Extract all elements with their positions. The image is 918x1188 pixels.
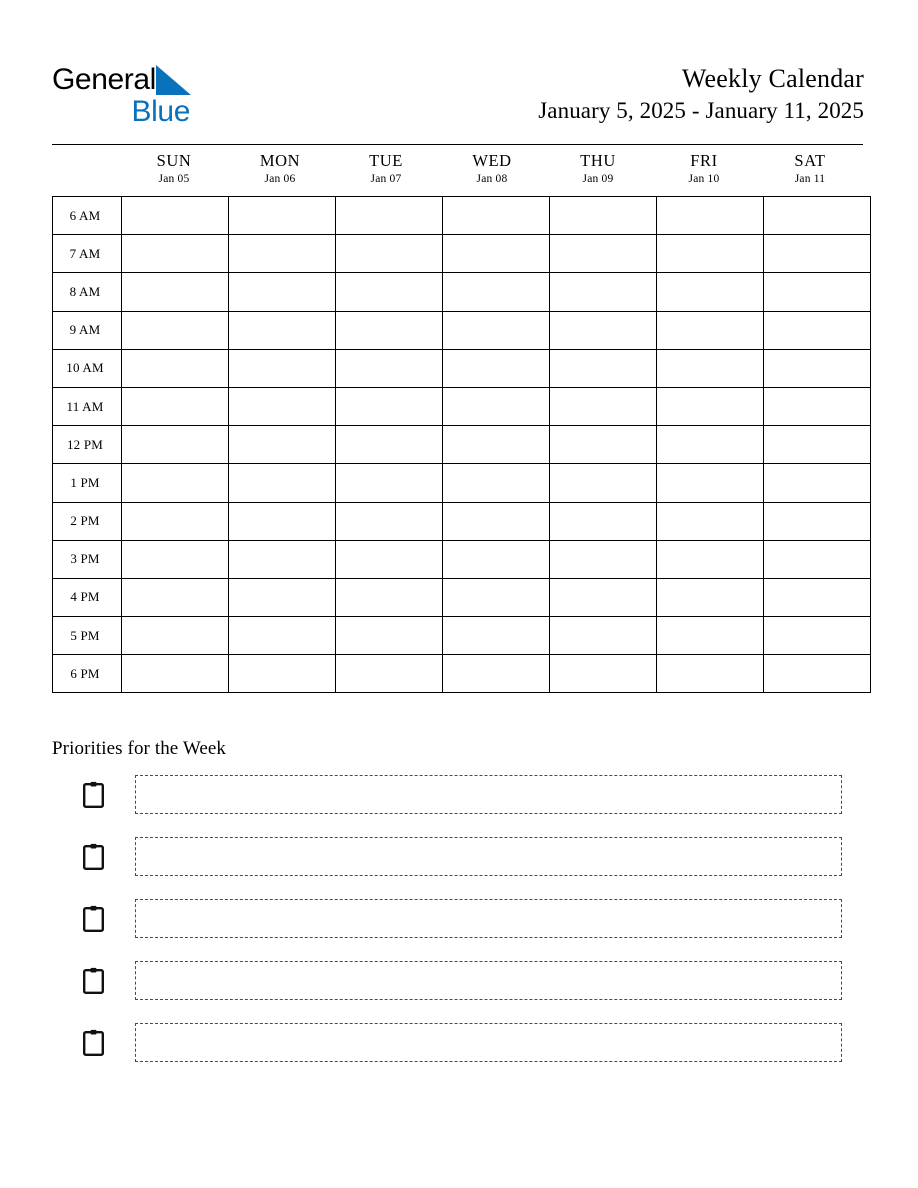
schedule-row bbox=[53, 464, 871, 502]
time-label: 4 PM bbox=[53, 578, 122, 616]
schedule-slot[interactable] bbox=[550, 426, 657, 464]
schedule-slot[interactable] bbox=[122, 235, 229, 273]
schedule-slot[interactable] bbox=[443, 235, 550, 273]
schedule-slot[interactable] bbox=[122, 502, 229, 540]
day-date: Jan 05 bbox=[158, 173, 190, 185]
schedule-slot[interactable] bbox=[229, 617, 336, 655]
logo-word-general: General bbox=[52, 63, 156, 96]
schedule-slot[interactable] bbox=[229, 426, 336, 464]
clipboard-icon bbox=[52, 905, 135, 932]
priority-input[interactable] bbox=[135, 961, 842, 1000]
schedule-slot[interactable] bbox=[550, 197, 657, 235]
schedule-slot[interactable] bbox=[764, 502, 871, 540]
logo-top-row bbox=[52, 64, 192, 98]
schedule-row bbox=[53, 311, 871, 349]
time-label: 7 AM bbox=[53, 235, 122, 273]
priority-input[interactable] bbox=[135, 837, 842, 876]
schedule-slot[interactable] bbox=[550, 540, 657, 578]
clipboard-icon bbox=[52, 1029, 135, 1056]
priority-row bbox=[52, 834, 842, 878]
schedule-slot[interactable] bbox=[122, 540, 229, 578]
schedule-slot[interactable] bbox=[443, 311, 550, 349]
schedule-grid-body bbox=[53, 197, 871, 693]
schedule-slot[interactable] bbox=[550, 387, 657, 425]
schedule-slot[interactable] bbox=[122, 197, 229, 235]
schedule-row bbox=[53, 273, 871, 311]
priority-input[interactable] bbox=[135, 899, 842, 938]
schedule-slot[interactable] bbox=[764, 311, 871, 349]
priority-row bbox=[52, 958, 842, 1002]
schedule-slot[interactable] bbox=[657, 540, 764, 578]
priority-row bbox=[52, 772, 842, 816]
schedule-slot[interactable] bbox=[764, 235, 871, 273]
triangle-icon bbox=[156, 65, 191, 95]
schedule-slot[interactable] bbox=[657, 617, 764, 655]
schedule-slot[interactable] bbox=[336, 349, 443, 387]
day-abbrev: TUE bbox=[369, 151, 403, 170]
schedule-slot[interactable] bbox=[229, 540, 336, 578]
priorities-heading: Priorities for the Week bbox=[52, 738, 227, 759]
day-date: Jan 09 bbox=[582, 173, 614, 185]
priorities-list bbox=[52, 772, 842, 1082]
priority-row bbox=[52, 896, 842, 940]
schedule-row bbox=[53, 349, 871, 387]
page-title: Weekly Calendar bbox=[681, 64, 864, 93]
priority-row bbox=[52, 1020, 842, 1064]
day-header-thu bbox=[545, 146, 651, 196]
schedule-slot[interactable] bbox=[229, 349, 336, 387]
schedule-slot[interactable] bbox=[336, 502, 443, 540]
schedule-slot[interactable] bbox=[764, 273, 871, 311]
day-abbrev: THU bbox=[580, 151, 616, 170]
time-label: 8 AM bbox=[53, 273, 122, 311]
schedule-row bbox=[53, 235, 871, 273]
time-label: 3 PM bbox=[53, 540, 122, 578]
schedule-row bbox=[53, 426, 871, 464]
day-date: Jan 07 bbox=[370, 173, 402, 185]
schedule-slot[interactable] bbox=[550, 311, 657, 349]
schedule-slot[interactable] bbox=[443, 426, 550, 464]
schedule-slot[interactable] bbox=[443, 617, 550, 655]
schedule-row bbox=[53, 540, 871, 578]
schedule-slot[interactable] bbox=[764, 540, 871, 578]
schedule-slot[interactable] bbox=[122, 617, 229, 655]
clipboard-icon bbox=[52, 843, 135, 870]
schedule-slot[interactable] bbox=[336, 578, 443, 616]
time-label: 12 PM bbox=[53, 426, 122, 464]
time-label: 1 PM bbox=[53, 464, 122, 502]
schedule-slot[interactable] bbox=[657, 349, 764, 387]
schedule-slot[interactable] bbox=[657, 311, 764, 349]
schedule-slot[interactable] bbox=[336, 464, 443, 502]
schedule-slot[interactable] bbox=[336, 426, 443, 464]
schedule-slot[interactable] bbox=[764, 655, 871, 693]
schedule-row bbox=[53, 387, 871, 425]
schedule-slot[interactable] bbox=[550, 273, 657, 311]
general-blue-logo bbox=[52, 56, 192, 128]
schedule-slot[interactable] bbox=[764, 426, 871, 464]
schedule-slot[interactable] bbox=[550, 349, 657, 387]
schedule-row bbox=[53, 197, 871, 235]
schedule-slot[interactable] bbox=[550, 655, 657, 693]
clipboard-icon bbox=[52, 781, 135, 808]
day-header-row bbox=[52, 146, 863, 196]
day-abbrev: WED bbox=[472, 151, 512, 170]
schedule-slot[interactable] bbox=[336, 387, 443, 425]
day-header-sat bbox=[757, 146, 863, 196]
time-label: 11 AM bbox=[53, 387, 122, 425]
schedule-slot[interactable] bbox=[657, 655, 764, 693]
schedule-slot[interactable] bbox=[122, 273, 229, 311]
time-label: 6 AM bbox=[53, 197, 122, 235]
schedule-slot[interactable] bbox=[764, 578, 871, 616]
schedule-slot[interactable] bbox=[657, 273, 764, 311]
schedule-slot[interactable] bbox=[443, 655, 550, 693]
schedule-slot[interactable] bbox=[657, 578, 764, 616]
schedule-slot[interactable] bbox=[443, 273, 550, 311]
schedule-slot[interactable] bbox=[764, 197, 871, 235]
schedule-slot[interactable] bbox=[336, 197, 443, 235]
schedule-slot[interactable] bbox=[764, 617, 871, 655]
header-divider bbox=[52, 144, 863, 145]
schedule-slot[interactable] bbox=[550, 502, 657, 540]
time-column-header-spacer bbox=[52, 146, 121, 196]
time-label: 6 PM bbox=[53, 655, 122, 693]
day-abbrev: SUN bbox=[156, 151, 192, 170]
schedule-slot[interactable] bbox=[336, 235, 443, 273]
time-label: 9 AM bbox=[53, 311, 122, 349]
schedule-slot[interactable] bbox=[229, 502, 336, 540]
day-date: Jan 10 bbox=[688, 173, 720, 185]
time-label: 2 PM bbox=[53, 502, 122, 540]
day-date: Jan 11 bbox=[794, 173, 826, 185]
schedule-slot[interactable] bbox=[443, 349, 550, 387]
time-label: 5 PM bbox=[53, 617, 122, 655]
schedule-slot[interactable] bbox=[443, 502, 550, 540]
schedule-slot[interactable] bbox=[122, 349, 229, 387]
day-abbrev: FRI bbox=[690, 151, 718, 170]
schedule-slot[interactable] bbox=[122, 464, 229, 502]
schedule-slot[interactable] bbox=[229, 578, 336, 616]
schedule-slot[interactable] bbox=[229, 655, 336, 693]
schedule-slot[interactable] bbox=[443, 387, 550, 425]
schedule-slot[interactable] bbox=[657, 387, 764, 425]
schedule-slot[interactable] bbox=[122, 426, 229, 464]
schedule-slot[interactable] bbox=[764, 464, 871, 502]
schedule-slot[interactable] bbox=[657, 235, 764, 273]
schedule-slot[interactable] bbox=[550, 235, 657, 273]
schedule-slot[interactable] bbox=[229, 273, 336, 311]
schedule-grid bbox=[52, 196, 871, 693]
priority-input[interactable] bbox=[135, 1023, 842, 1062]
schedule-slot[interactable] bbox=[122, 311, 229, 349]
schedule-slot[interactable] bbox=[122, 387, 229, 425]
schedule-slot[interactable] bbox=[336, 273, 443, 311]
page-header bbox=[52, 56, 864, 132]
day-abbrev: MON bbox=[259, 151, 301, 170]
schedule-slot[interactable] bbox=[764, 349, 871, 387]
title-block bbox=[538, 56, 864, 126]
schedule-slot[interactable] bbox=[443, 464, 550, 502]
day-header-tue bbox=[333, 146, 439, 196]
schedule-slot[interactable] bbox=[657, 426, 764, 464]
schedule-slot[interactable] bbox=[229, 387, 336, 425]
schedule-slot[interactable] bbox=[443, 578, 550, 616]
schedule-slot[interactable] bbox=[443, 540, 550, 578]
schedule-slot[interactable] bbox=[657, 464, 764, 502]
schedule-slot[interactable] bbox=[550, 617, 657, 655]
priority-input[interactable] bbox=[135, 775, 842, 814]
schedule-slot[interactable] bbox=[122, 578, 229, 616]
schedule-slot[interactable] bbox=[229, 311, 336, 349]
day-abbrev: SAT bbox=[794, 151, 826, 170]
schedule-slot[interactable] bbox=[336, 311, 443, 349]
logo-word-blue: Blue bbox=[131, 95, 190, 128]
day-header-wed bbox=[439, 146, 545, 196]
time-label: 10 AM bbox=[53, 349, 122, 387]
day-header-mon bbox=[227, 146, 333, 196]
schedule-row bbox=[53, 578, 871, 616]
schedule-slot[interactable] bbox=[657, 502, 764, 540]
schedule-slot[interactable] bbox=[122, 655, 229, 693]
schedule-slot[interactable] bbox=[764, 387, 871, 425]
day-date: Jan 06 bbox=[264, 173, 296, 185]
schedule-row bbox=[53, 655, 871, 693]
schedule-slot[interactable] bbox=[229, 235, 336, 273]
schedule-slot[interactable] bbox=[550, 578, 657, 616]
schedule-slot[interactable] bbox=[336, 655, 443, 693]
day-date: Jan 08 bbox=[476, 173, 508, 185]
schedule-slot[interactable] bbox=[336, 540, 443, 578]
schedule-slot[interactable] bbox=[336, 617, 443, 655]
day-header-fri bbox=[651, 146, 757, 196]
date-range: January 5, 2025 - January 11, 2025 bbox=[538, 98, 864, 123]
schedule-slot[interactable] bbox=[550, 464, 657, 502]
schedule-slot[interactable] bbox=[443, 197, 550, 235]
schedule-row bbox=[53, 617, 871, 655]
schedule-slot[interactable] bbox=[229, 464, 336, 502]
schedule-row bbox=[53, 502, 871, 540]
schedule-slot[interactable] bbox=[229, 197, 336, 235]
clipboard-icon bbox=[52, 967, 135, 994]
schedule-slot[interactable] bbox=[657, 197, 764, 235]
day-header-sun bbox=[121, 146, 227, 196]
